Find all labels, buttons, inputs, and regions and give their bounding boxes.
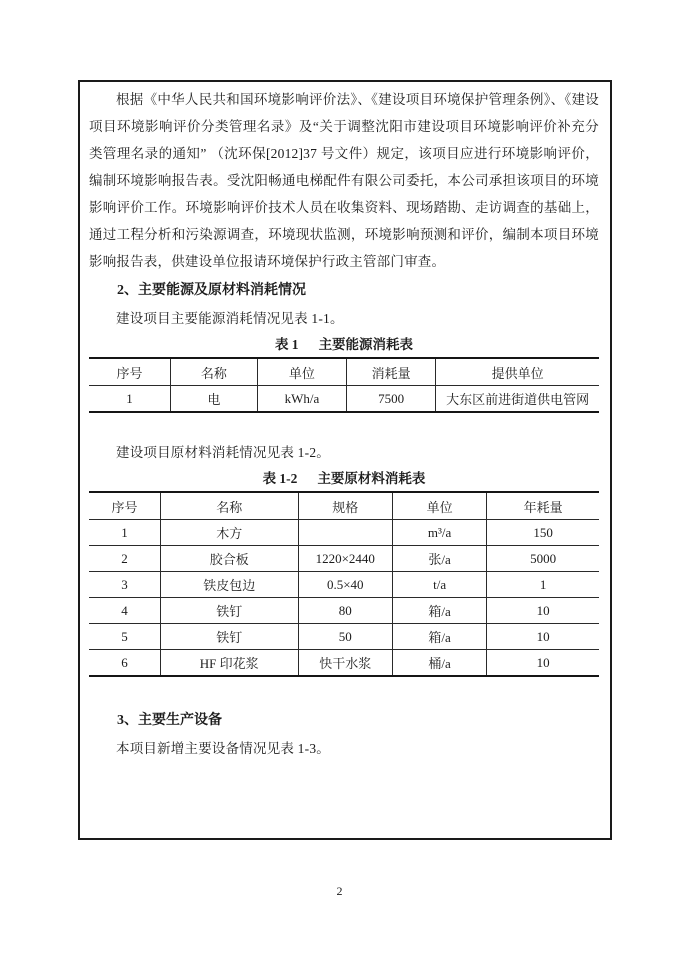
energy-table-row [89, 386, 599, 413]
energy-intro: 建设项目主要能源消耗情况见表 1-1。 [116, 311, 344, 326]
materials-cell: 箱/a [392, 624, 486, 650]
materials-cell: 箱/a [392, 598, 486, 624]
materials-header-row [89, 492, 599, 520]
materials-header-cell: 规格 [298, 492, 392, 520]
materials-table-caption-label: 表 1-2 [262, 471, 298, 486]
materials-cell: 木方 [160, 520, 298, 546]
materials-table-row [89, 624, 599, 650]
materials-cell: 50 [298, 624, 392, 650]
materials-cell: 铁皮包边 [160, 572, 298, 598]
intro-paragraph: 根据《中华人民共和国环境影响评价法》、《建设项目环境保护管理条例》、《建设项目环境影响评价分类管理名录》及“关于调整沈阳市建设项目环境影响评价补充分类管理名录的通知” （沈环保[2012]37 号文件）规定，该项目应进行环境影响评价，编制环境影响报告表。受沈阳畅通电梯配件有限公司委托，本公司承担该项目的环境影响评价工作。环境影响评价技术人员在收集资料、现场踏勘、走访调查的基础上，通过工程分析和污染源调查，环境现状监测，环境影响预测和评价，编制本项目环境影响报告表，供建设单位报请环境保护行政主管部门审查。 [89, 92, 599, 269]
materials-header-cell: 名称 [160, 492, 298, 520]
materials-header-cell: 单位 [392, 492, 486, 520]
materials-cell: 铁钉 [160, 624, 298, 650]
materials-cell: 4 [89, 598, 160, 624]
materials-table-row [89, 572, 599, 598]
materials-table [89, 491, 599, 677]
materials-header-cell: 序号 [89, 492, 160, 520]
materials-cell: 150 [487, 520, 599, 546]
materials-cell: 1 [89, 520, 160, 546]
materials-cell: HF 印花浆 [160, 650, 298, 677]
energy-cell: 电 [171, 386, 258, 413]
energy-cell: 1 [89, 386, 171, 413]
materials-table-row [89, 650, 599, 677]
energy-header-cell: 名称 [171, 358, 258, 386]
materials-cell: t/a [392, 572, 486, 598]
materials-table-caption-title: 主要原材料消耗表 [317, 471, 426, 486]
energy-header-cell: 单位 [257, 358, 346, 386]
energy-cell: 7500 [347, 386, 436, 413]
energy-header-cell: 提供单位 [436, 358, 599, 386]
section2-heading: 2、主要能源及原材料消耗情况 [117, 283, 306, 298]
materials-cell: 10 [487, 624, 599, 650]
energy-table-caption-title: 主要能源消耗表 [318, 337, 414, 352]
materials-table-row [89, 598, 599, 624]
materials-table-row [89, 520, 599, 546]
materials-header-cell: 年耗量 [487, 492, 599, 520]
report-form-cell [78, 80, 612, 840]
materials-table-caption [89, 469, 599, 489]
materials-cell: 5000 [487, 546, 599, 572]
section3-heading: 3、主要生产设备 [117, 713, 222, 728]
energy-cell: kWh/a [257, 386, 346, 413]
energy-header-row [89, 358, 599, 386]
page-number: 2 [336, 884, 343, 898]
materials-intro: 建设项目原材料消耗情况见表 1-2。 [116, 445, 330, 460]
energy-header-cell: 消耗量 [347, 358, 436, 386]
materials-cell: 1220×2440 [298, 546, 392, 572]
materials-cell: 10 [487, 650, 599, 677]
materials-cell: 桶/a [392, 650, 486, 677]
materials-cell: 胶合板 [160, 546, 298, 572]
materials-cell: 1 [487, 572, 599, 598]
materials-cell: 张/a [392, 546, 486, 572]
energy-header-cell: 序号 [89, 358, 171, 386]
materials-cell: 0.5×40 [298, 572, 392, 598]
energy-table-caption [89, 335, 599, 355]
energy-cell: 大东区前进街道供电管网 [436, 386, 599, 413]
materials-cell: 10 [487, 598, 599, 624]
materials-cell: 3 [89, 572, 160, 598]
materials-cell: 快干水浆 [298, 650, 392, 677]
energy-table [89, 357, 599, 413]
section3-intro: 本项目新增主要设备情况见表 1-3。 [116, 741, 330, 756]
materials-cell: 6 [89, 650, 160, 677]
materials-cell: m³/a [392, 520, 486, 546]
materials-cell: 2 [89, 546, 160, 572]
materials-cell [298, 520, 392, 546]
materials-cell: 80 [298, 598, 392, 624]
materials-cell: 5 [89, 624, 160, 650]
materials-table-row [89, 546, 599, 572]
materials-cell: 铁钉 [160, 598, 298, 624]
energy-table-caption-label: 表 1 [274, 337, 299, 352]
